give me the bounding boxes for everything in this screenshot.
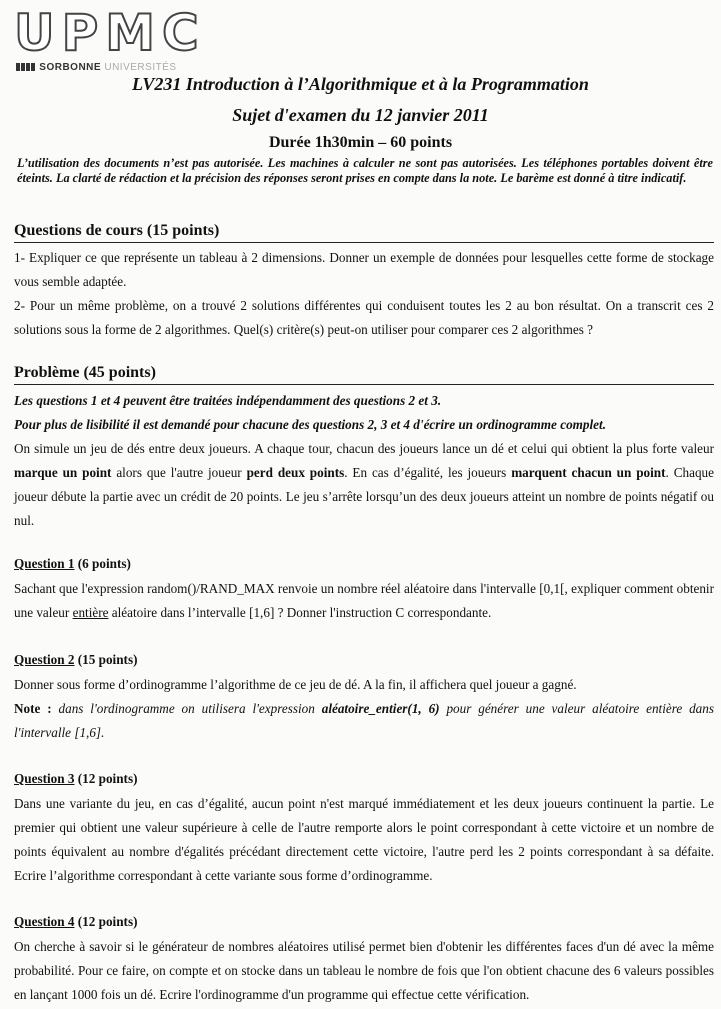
question-3-heading: Question 3 (12 points)	[14, 771, 138, 786]
course-title: LV231 Introduction à l’Algorithmique et à la Programmation	[132, 74, 589, 94]
probleme-intro: On simule un jeu de dés entre deux joueurs. A chaque tour, chacun des joueurs lance un dé et celui qui obtient la plus forte valeur marque un point alors que l'autre joueur perd deux points. En cas d’égalité, les joueurs marquent chacun un point. Chaque joueur débute la partie avec un crédit de 20 points. Le jeu s’arrête lorsqu’un des deux joueurs atteint un nombre de points négatif ou nul.	[14, 441, 714, 528]
cours-question-1: 1- Expliquer ce que représente un tableau à 2 dimensions. Donner un exemple de données pour lesquelles cette forme de stockage vous semble adaptée.	[14, 250, 714, 289]
logo-subtitle	[16, 62, 177, 73]
question-2-text: Donner sous forme d’ordinogramme l’algorithme de ce jeu de dé. A la fin, il affichera quel joueur a gagné.	[14, 677, 577, 692]
instructions: L’utilisation des documents n’est pas autorisée. Les machines à calculer ne sont pas autorisées. Les téléphones portables doivent être éteints. La clarté de rédaction et la précision des réponses seront prises en compte dans la note. Le barème est donné à titre indicatif.	[17, 156, 713, 185]
question-2-heading: Question 2 (15 points)	[14, 652, 138, 667]
logo-sorbonne: SORBONNE	[39, 62, 102, 73]
logo-letters: UPMC	[14, 4, 206, 62]
question-1-text: Sachant que l'expression random()/RAND_MAX renvoie un nombre réel aléatoire dans l'intervalle [0,1[, expliquer comment obtenir une valeur entière aléatoire dans l’intervalle [1,6] ? Donner l'instruction C correspondante.	[14, 581, 714, 620]
question-3-text: Dans une variante du jeu, en cas d’égalité, aucun point n'est marqué immédiatement et les deux joueurs continuent la partie. Le premier qui obtient une valeur supérieure à celle de l'autre remporte alors le point correspondant à cette victoire et un nombre de points équivalent au nombre d'égalités précédant directement cette victoire, l'autre perd les 2 points correspondant à sa défaite. Ecrire l’algorithme correspondant à cette variante sous forme d’ordinogramme.	[14, 796, 714, 883]
logo-universites: UNIVERSITÉS	[104, 62, 177, 73]
section-title-cours: Questions de cours (15 points)	[14, 222, 714, 243]
question-1-heading: Question 1 (6 points)	[14, 556, 131, 571]
exam-title: Sujet d'examen du 12 janvier 2011	[232, 105, 489, 125]
question-4-text: On cherche à savoir si le générateur de nombres aléatoires utilisé permet bien d'obtenir les différentes faces d'un dé avec la même probabilité. Pour ce faire, on compte et on stocke dans un tableau le nombre de fois que l'on obtient chacune des 6 valeurs possibles en lançant 1000 fois un dé. Ecrire l'ordinogramme d'un programme qui effectue cette vérification.	[14, 939, 714, 1002]
probleme-note-2: Pour plus de lisibilité il est demandé pour chacune des questions 2, 3 et 4 d'écrire un ordinogramme complet.	[14, 417, 606, 432]
probleme-note-1: Les questions 1 et 4 peuvent être traitées indépendamment des questions 2 et 3.	[14, 393, 442, 408]
cours-question-2: 2- Pour un même problème, on a trouvé 2 solutions différentes qui conduisent toutes les 2 au bon résultat. On a transcrit ces 2 solutions sous la forme de 2 algorithmes. Quel(s) critère(s) peut-on utiliser pour comparer ces 2 algorithmes ?	[14, 298, 714, 337]
question-2-note: Note : dans l'ordinogramme on utilisera l'expression aléatoire_entier(1, 6) pour générer une valeur aléatoire entière dans l'intervalle [1,6].	[14, 701, 715, 740]
question-4-heading: Question 4 (12 points)	[14, 914, 138, 929]
upmc-logo	[14, 6, 214, 74]
exam-duration: Durée 1h30min – 60 points	[268, 134, 453, 151]
section-title-probleme: Problème (45 points)	[14, 364, 714, 385]
